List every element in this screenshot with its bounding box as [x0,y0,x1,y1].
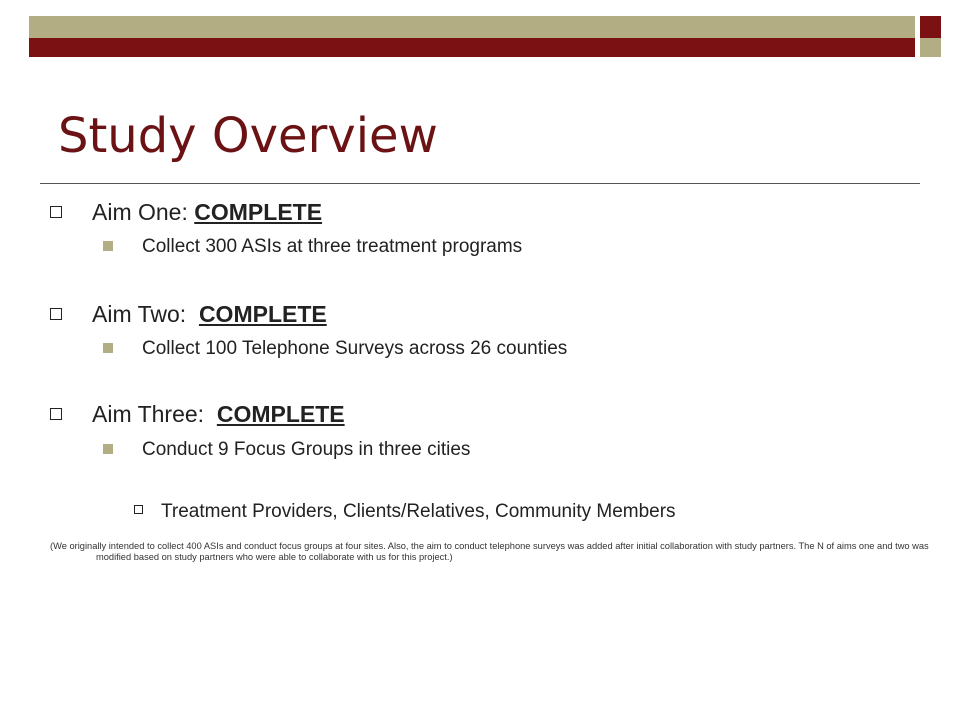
slide-title: Study Overview [58,108,438,164]
hollow-square-bullet-icon [50,408,62,420]
filled-square-bullet-icon [103,241,113,251]
aim-three-detail-item [103,439,470,461]
aim-two-detail-item [103,338,567,360]
aim-three-subdetail: Treatment Providers, Clients/Relatives, Community Members [161,501,676,522]
aim-one-label: Aim One: [92,199,195,225]
header-corner-olive-square [920,38,941,57]
hollow-square-bullet-icon [50,206,62,218]
title-divider [40,183,920,184]
aim-one-detail: Collect 300 ASIs at three treatment programs [142,236,523,257]
aim-two-label: Aim Two: [92,301,199,327]
aim-two-status: COMPLETE [198,301,327,327]
header-olive-bar [29,16,915,38]
hollow-square-bullet-icon [134,505,143,514]
aim-one-detail-item [103,236,522,258]
header-maroon-bar [29,38,915,57]
aim-three-item [50,401,345,428]
aim-two-item [50,301,327,328]
aim-three-subdetail-item [134,501,676,523]
filled-square-bullet-icon [103,343,113,353]
filled-square-bullet-icon [103,444,113,454]
hollow-square-bullet-icon [50,308,62,320]
header-corner-maroon-square [920,16,941,38]
aim-one-status: COMPLETE [194,199,323,225]
aim-three-label: Aim Three: [92,401,217,427]
aim-three-status: COMPLETE [216,401,345,427]
aim-one-item [50,199,322,226]
aim-two-detail: Collect 100 Telephone Surveys across 26 counties [142,338,568,359]
footnote: (We originally intended to collect 400 ASIs and conduct focus groups at four sites. Also, the aim to conduct telephone surveys was added after initial collaboration with study partners. The N of aims one and two was modified based on study partners who were able to collaborate with us for this project.) [50,541,929,562]
aim-three-detail: Conduct 9 Focus Groups in three cities [142,439,471,460]
